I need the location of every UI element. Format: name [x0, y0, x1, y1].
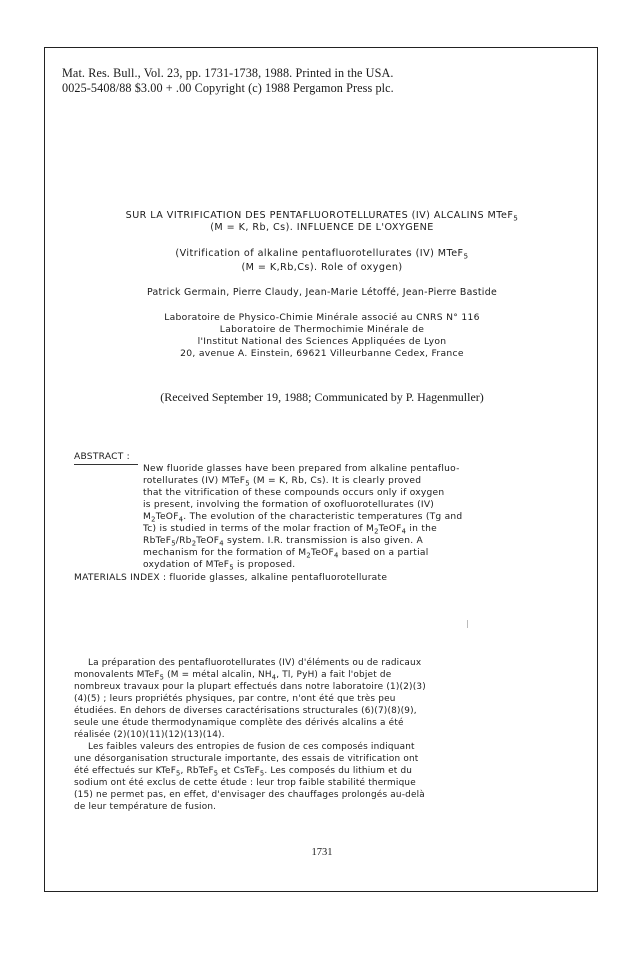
abstract-line: that the vitrification of these compounds occurs only if oxygen — [143, 488, 445, 498]
abstract-line: rotellurates (IV) MTeF$_5$ (M = K, Rb, Cs). It is clearly proved — [143, 476, 422, 488]
body-line: sodium ont été exclus de cette étude : leur trop faible stabilité thermique — [74, 778, 416, 788]
body-line: de leur température de fusion. — [74, 802, 217, 812]
title-english-line1: (Vitrification of alkaline pentafluorotellurates (IV) MTeF$_5$ — [175, 248, 469, 261]
abstract-line: mechanism for the formation of $M_2TeOF_4$ based on a partial — [143, 548, 429, 560]
abstract-line: is present, involving the formation of oxofluorotellurates (IV) — [143, 500, 435, 510]
body-line: étudiées. En dehors de diverses caractérisations structurales (6)(7)(8)(9), — [74, 706, 417, 716]
received-line: (Received September 19, 1988; Communicated by P. Hagenmuller) — [160, 390, 484, 404]
body-line: une désorganisation structurale importante, des essais de vitrification ont — [74, 754, 419, 764]
body-line: été effectués sur KTeF$_5$, RbTeF$_5$ et CsTeF$_5$. Les composés du lithium et du — [74, 766, 413, 778]
body-line: seule une étude thermodynamique complète des dérivés alcalins a été — [74, 718, 404, 728]
scan-mark — [467, 620, 468, 628]
affiliation-line3: l'Institut National des Sciences Appliquées de Lyon — [197, 336, 447, 347]
body-line: monovalents MTeF$_5$ (M = métal alcalin, $NH_4$, Tl, PyH) a fait l'objet de — [74, 670, 392, 682]
affiliation-line4: 20, avenue A. Einstein, 69621 Villeurbanne Cedex, France — [180, 348, 464, 359]
authors: Patrick Germain, Pierre Claudy, Jean-Marie Létoffé, Jean-Pierre Bastide — [146, 287, 498, 298]
page-number: 1731 — [311, 847, 333, 858]
title-french-line2: (M = K, Rb, Cs). INFLUENCE DE L'OXYGENE — [210, 222, 434, 233]
body-line: La préparation des pentafluorotellurates (IV) d'éléments ou de radicaux — [88, 658, 422, 668]
abstract-line: oxydation of MTeF$_5$ is proposed. — [143, 560, 296, 572]
affiliation-line1: Laboratoire de Physico-Chimie Minérale associé au CNRS N° 116 — [164, 312, 480, 323]
title-french-line1: SUR LA VITRIFICATION DES PENTAFLUOROTELLURATES (IV) ALCALINS MTeF$_5$ — [125, 210, 519, 223]
abstract-line: Tc) is studied in terms of the molar fraction of $M_2TeOF_4$ in the — [143, 524, 438, 536]
body-line: (4)(5) ; leurs propriétés physiques, par contre, n'ont été que très peu — [74, 694, 396, 704]
abstract-line: $M_2TeOF_4$. The evolution of the characteristic temperatures (Tg and — [143, 512, 463, 524]
materials-index: MATERIALS INDEX : fluoride glasses, alkaline pentafluorotellurate — [74, 573, 388, 583]
abstract-line: $RbTeF_5/Rb_2TeOF_4$ system. I.R. transmission is also given. A — [143, 536, 423, 548]
body-line: Les faibles valeurs des entropies de fusion de ces composés indiquant — [88, 742, 415, 752]
journal-copyright: 0025-5408/88 $3.00 + .00 Copyright (c) 1988 Pergamon Press plc. — [62, 81, 394, 95]
body-line: nombreux travaux pour la plupart effectués dans notre laboratoire (1)(2)(3) — [74, 682, 426, 692]
abstract-label: ABSTRACT : — [74, 452, 130, 462]
affiliation-line2: Laboratoire de Thermochimie Minérale de — [219, 324, 425, 335]
body-line: (15) ne permet pas, en effet, d'envisager des chauffages prolongés au-delà — [74, 790, 425, 800]
journal-citation: Mat. Res. Bull., Vol. 23, pp. 1731-1738, 1988. Printed in the USA. — [62, 66, 394, 80]
body-line: réalisée (2)(10)(11)(12)(13)(14). — [74, 730, 225, 740]
title-english-line2: (M = K,Rb,Cs). Role of oxygen) — [241, 262, 403, 273]
abstract-line: New fluoride glasses have been prepared from alkaline pentafluo- — [143, 464, 460, 474]
abstract-label-underline — [74, 464, 138, 465]
